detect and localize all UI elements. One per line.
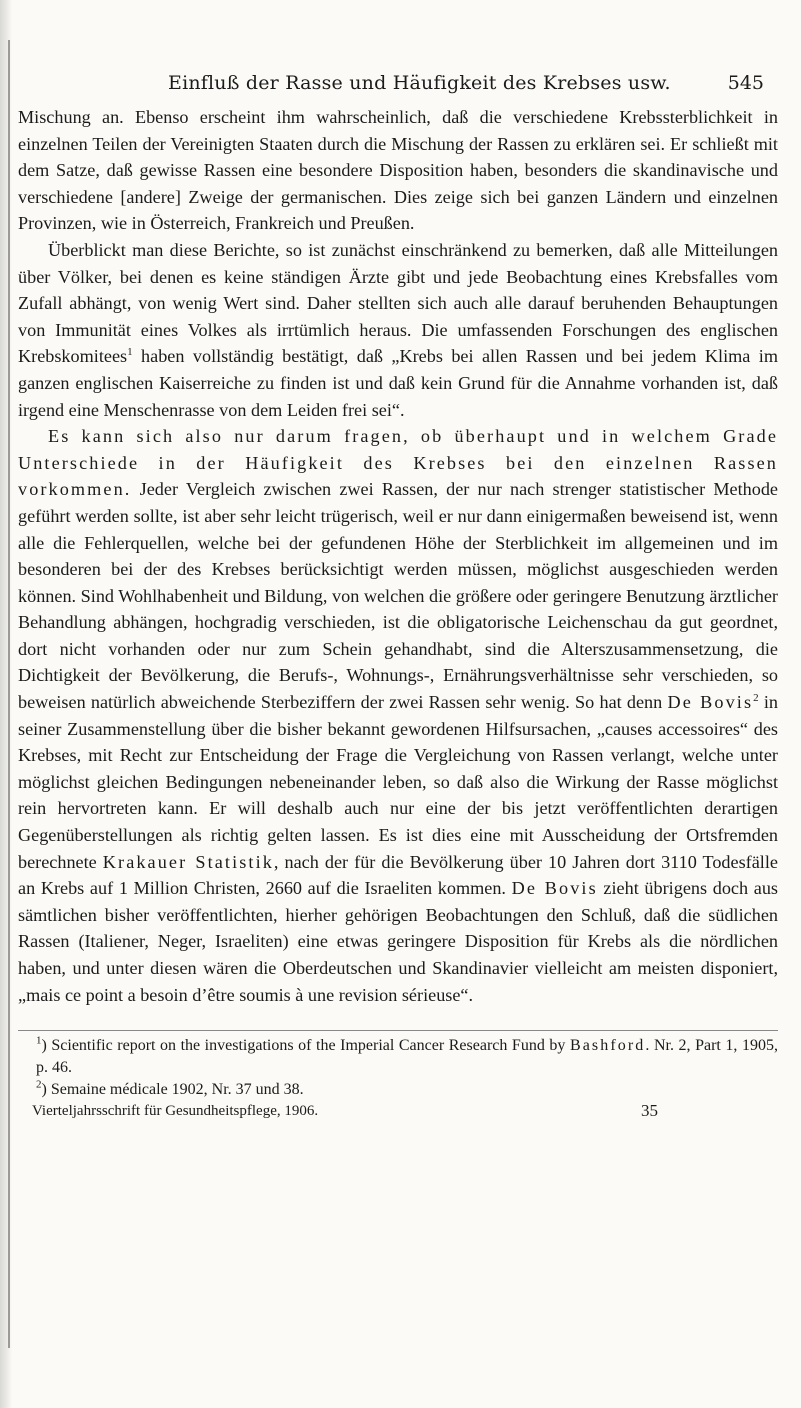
footnote-1 [18,1035,778,1079]
paragraph-3-part-c: , nach der für die Bevölkerung über 10 Jahren dort 3110 Todesfälle an Krebs auf 1 Million Christen, 2660 auf die Israeliten kommen. [18,851,778,899]
author-name-de-bovis-2: De Bovis [511,878,598,899]
page-number: 545 [727,72,764,94]
paragraph-2-part-b: haben vollständig bestätigt, daß „Krebs bei allen Rassen und bei jedem Klima im ganzen englischen Kaiserreiche zu finden ist und daß kein Grund für die Annahme vorhanden ist, daß irgend eine Menschenrasse von dem Leiden frei sei“. [18,346,778,420]
footnote-ref-1: 1 [127,346,133,359]
emphasized-question: Es kann sich also nur darum fragen, ob überhaupt und in welchem Grade Unterschiede in der Häufigkeit des Krebses bei den einzelnen Rassen vorkommen. [18,426,778,500]
journal-title: Vierteljahrsschrift für Gesundheitspflege, 1906. [32,1103,319,1120]
body-text [18,104,778,1008]
footnote-text-end: . Nr. 2, Part 1, 1905, p. 46. [36,1037,778,1077]
footnotes [18,1030,778,1121]
paragraph-2 [18,237,778,423]
running-header [18,66,778,96]
binding-line [8,40,10,1348]
document-page [18,66,778,1121]
footnote-text: ) Semaine médicale 1902, Nr. 37 und 38. [41,1081,304,1099]
footnote-2 [18,1079,778,1101]
sheet-signature: 35 [641,1101,658,1121]
footnote-ref-2: 2 [753,692,759,704]
footnote-marker: 1 [36,1034,42,1047]
paragraph-3-part-a: Jeder Vergleich zwischen zwei Rassen, der nur nach strenger statistischer Methode geführt werden sollte, ist aber sehr leicht trügerisch, weil er nur dann einigermaßen beweisend ist, wenn alle die Fehlerquellen, welche bei der gefundenen Höhe der Sterblichkeit im allgemeinen und im besonderen bei der des Krebses berücksichtigt werden müssen, möglichst ausgeschieden werden können. Sind Wohlhabenheit und Bildung, von welchen die größere oder geringere Benutzung ärztlicher Behandlung abhängen, hochgradig verschieden, ist die obligatorische Leichenschau da gut geordnet, dort nicht vorhanden oder nur zum Schein gehandhabt, sind die Alterszusammensetzung, die Dichtigkeit der Bevölkerung, die Berufs-, Wohnungs-, Ernährungsverhältnisse sehr verschieden, so beweisen natürlich abweichende Sterbeziffern der zwei Rassen sehr wenig. So hat denn [18,479,778,713]
paragraph-3-part-d: zieht übrigens doch aus sämtlichen bisher veröffentlichten, hierher gehörigen Beobachtungen den Schluß, daß die südlichen Rassen (Italiener, Neger, Israeliten) eine etwas geringere Disposition für Krebs als die nördlichen haben, und unter diesen wären die Oberdeutschen und Skandinavier vielleicht am meisten disponiert, „mais ce point a besoin d’être soumis à une revision sérieuse“. [18,878,778,1005]
footnote-text: ) Scientific report on the investigations of the Imperial Cancer Research Fund by [41,1037,570,1055]
footnote-author: Bashford [569,1037,646,1055]
scan-edge [0,0,12,1408]
paragraph-3 [18,423,778,1008]
paragraph-2-part-a: Überblickt man diese Berichte, so ist zunächst einschränkend zu bemerken, daß alle Mitteilungen über Völker, bei denen es keine ständigen Ärzte gibt und jede Beobachtung eines Krebsfalles vom Zufall abhängt, von wenig Wert sind. Daher stellten sich auch alle darauf beruhenden Behauptungen von Immunität eines Volkes als irrtümlich heraus. Die umfassenden Forschungen des englischen Krebskomitees [18,239,778,367]
paragraph-1: Mischung an. Ebenso erscheint ihm wahrscheinlich, daß die verschiedene Krebssterblichkeit in einzelnen Teilen der Vereinigten Staaten durch die Mischung der Rassen zu erklären sei. Er schließt mit dem Satze, daß gewisse Rassen eine besondere Disposition haben, besonders die skandinavische und verschiedene [andere] Zweige der germanischen. Dies zeige sich bei ganzen Ländern und einzelnen Provinzen, wie in Österreich, Frankreich und Preußen. [18,107,778,234]
author-name-de-bovis: De Bovis [667,692,754,713]
footnote-marker: 2 [36,1078,42,1091]
paragraph-3-part-b: in seiner Zusammenstellung über die bisher bekannt gewordenen Hilfsursachen, „causes accessoires“ des Krebses, mit Recht zur Entscheidung der Frage die Vergleichung von Rassen verlangt, welche unter möglichst gleichen Bedingungen nebeneinander leben, so daß also die Wirkung der Rasse möglichst rein hervortreten kann. Er will deshalb auch nur eine der bis jetzt veröffentlichten derartigen Gegenüberstellungen als richtig gelten lassen. Es ist dies eine mit Ausscheidung der Ortsfremden berechnete [18,692,778,872]
running-title: Einfluß der Rasse und Häufigkeit des Krebses usw. [168,72,671,94]
journal-line [18,1101,778,1121]
krakauer-statistik: Krakauer Statistik [102,851,274,872]
